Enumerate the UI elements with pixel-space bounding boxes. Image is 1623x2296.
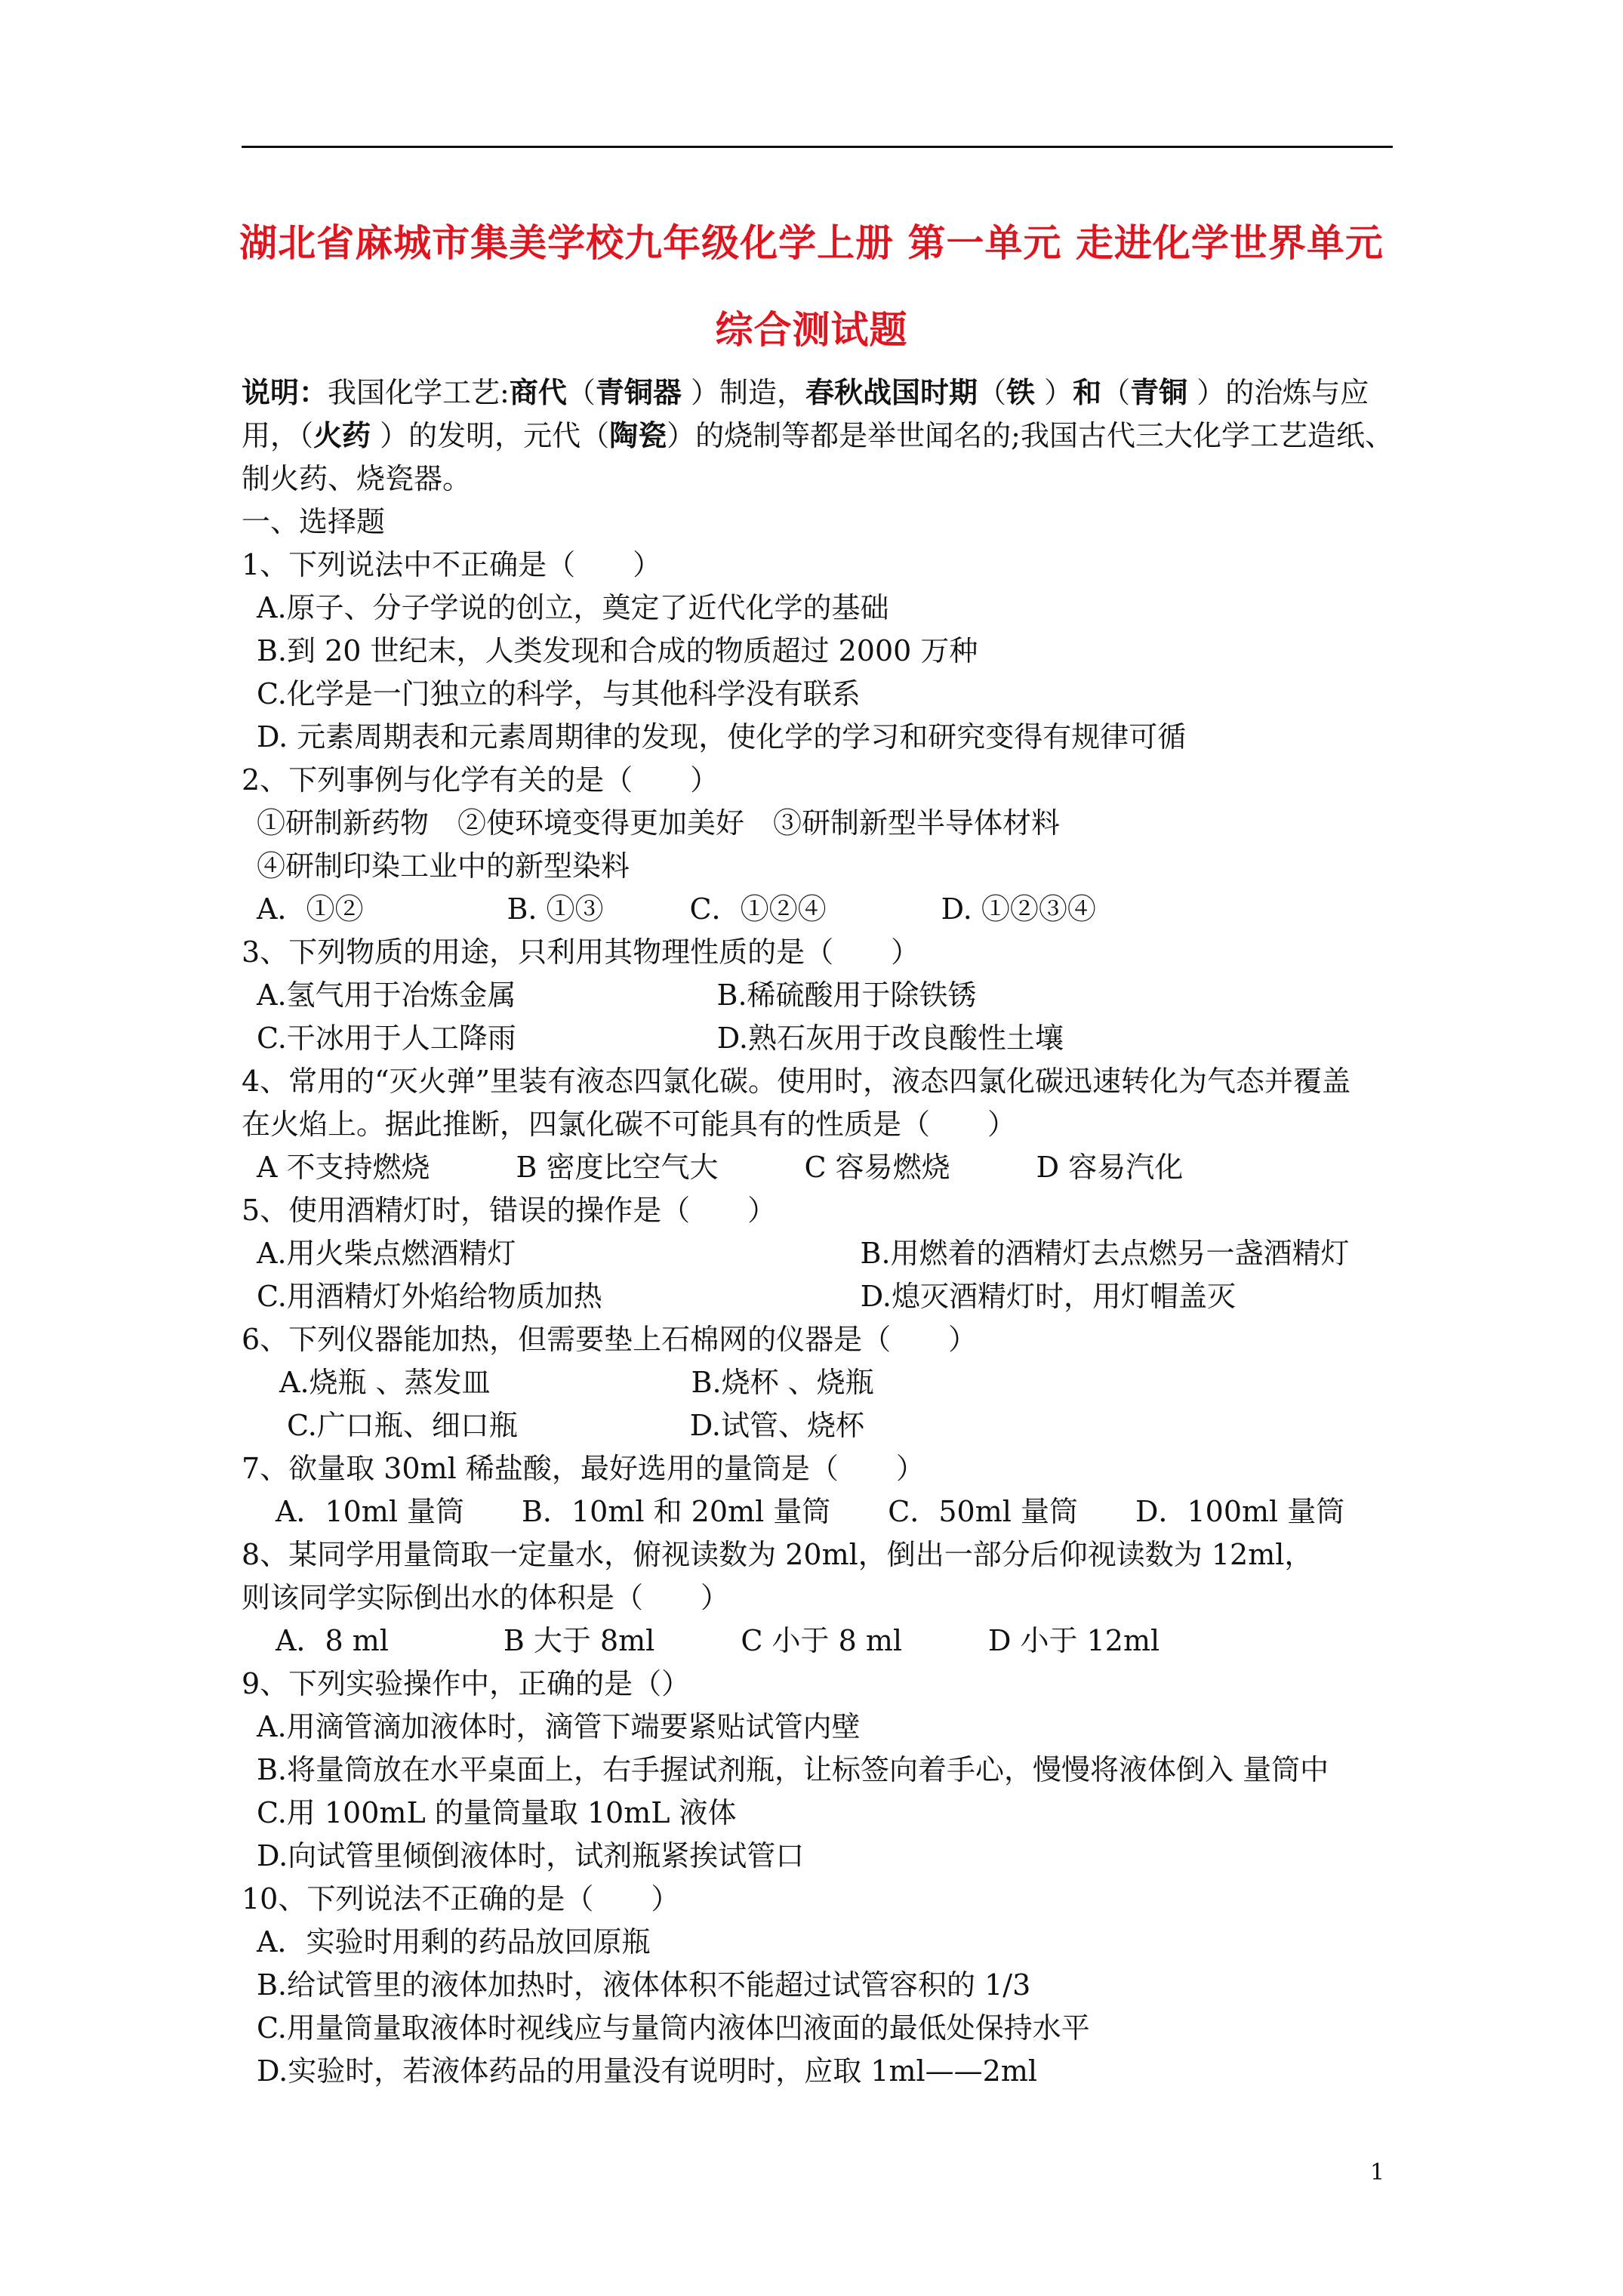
intro-line-1-segment: （ xyxy=(977,376,1006,409)
intro-line-1-segment: 商代 xyxy=(509,376,567,409)
question-line: 5、使用酒精灯时，错误的操作是（ ） xyxy=(242,1194,777,1227)
question-line: B.将量筒放在水平桌面上，右手握试剂瓶，让标签向着手心，慢慢将液体倒入 量筒中 xyxy=(257,1753,1329,1786)
intro-line-2 xyxy=(242,418,1394,454)
question-line: 4、常用的“灭火弹”里装有液态四氯化碳。使用时，液态四氯化碳迅速转化为气态并覆盖 xyxy=(242,1065,1351,1098)
intro-line-2-segment: ）的烧制等都是举世闻名的;我国古代三大化学工艺造纸、 xyxy=(667,419,1394,452)
question-line: A.氢气用于冶炼金属 B.稀硫酸用于除铁锈 xyxy=(257,978,977,1012)
intro-line-1-segment: ）制造， xyxy=(681,376,805,409)
question-line: A.烧瓶 、蒸发皿 B.烧杯 、烧瓶 xyxy=(279,1366,874,1399)
section-heading: 一、选择题 xyxy=(242,505,386,538)
intro-line-1-segment: 青铜器 xyxy=(595,376,682,409)
question-line: B.给试管里的液体加热时，液体体积不能超过试管容积的 1/3 xyxy=(257,1968,1031,2002)
intro-line-2-segment: ）的发明，元代（ xyxy=(371,419,610,452)
question-line: D.向试管里倾倒液体时，试剂瓶紧挨试管口 xyxy=(257,1839,805,1872)
question-line: C.用 100mL 的量筒量取 10mL 液体 xyxy=(257,1796,737,1829)
question-line: B.到 20 世纪末，人类发现和合成的物质超过 2000 万种 xyxy=(257,634,978,667)
header-rule xyxy=(242,146,1393,148)
question-line: 2、下列事例与化学有关的是（ ） xyxy=(242,763,719,797)
question-line: A．8 ml B 大于 8ml C 小于 8 ml D 小于 12ml xyxy=(276,1624,1160,1657)
intro-line-1-segment: ） xyxy=(1035,376,1073,409)
question-line: 1、下列说法中不正确是（ ） xyxy=(242,548,662,581)
page-number: 1 xyxy=(1370,2159,1385,2186)
question-line: 10、下列说法不正确的是（ ） xyxy=(242,1882,680,1915)
question-line: ④研制印染工业中的新型染料 xyxy=(257,849,630,883)
document-title-line-1: 湖北省麻城市集美学校九年级化学上册 第一单元 走进化学世界单元 xyxy=(239,221,1384,265)
question-line: C.广口瓶、细口瓶 D.试管、烧杯 xyxy=(287,1409,864,1442)
question-line: ①研制新药物 ②使环境变得更加美好 ③研制新型半导体材料 xyxy=(257,806,1061,840)
question-line: 在火焰上。据此推断，四氯化碳不可能具有的性质是（ ） xyxy=(242,1108,1017,1141)
question-line: D.实验时，若液体药品的用量没有说明时，应取 1ml——2ml xyxy=(257,2054,1037,2088)
intro-line-1-segment: 铁 xyxy=(1006,376,1036,409)
question-line: C.用量筒量取液体时视线应与量筒内液体凹液面的最低处保持水平 xyxy=(257,2011,1090,2045)
question-line: 6、下列仪器能加热，但需要垫上石棉网的仪器是（ ） xyxy=(242,1323,978,1356)
question-line: 8、某同学用量筒取一定量水，俯视读数为 20ml，倒出一部分后仰视读数为 12ml， xyxy=(242,1538,1313,1571)
question-line: C.用酒精灯外焰给物质加热 D.熄灭酒精灯时，用灯帽盖灭 xyxy=(257,1280,1236,1313)
question-line: A.用火柴点燃酒精灯 B.用燃着的酒精灯去点燃另一盏酒精灯 xyxy=(257,1237,1350,1270)
question-line: A.用滴管滴加液体时，滴管下端要紧贴试管内壁 xyxy=(257,1710,861,1743)
question-line: 3、下列物质的用途，只利用其物理性质的是（ ） xyxy=(242,935,920,969)
question-line: A 不支持燃烧 B 密度比空气大 C 容易燃烧 D 容易汽化 xyxy=(257,1151,1184,1184)
question-line: 则该同学实际倒出水的体积是（ ） xyxy=(242,1581,730,1614)
question-line: 9、下列实验操作中，正确的是（） xyxy=(242,1667,691,1700)
question-line: A.原子、分子学说的创立，奠定了近代化学的基础 xyxy=(257,591,889,624)
intro-line-2-segment: 火药 xyxy=(313,419,371,452)
intro-line-1-segment: 和 xyxy=(1073,376,1102,409)
document-title-line-2: 综合测试题 xyxy=(715,308,908,352)
intro-line-1-segment: （ xyxy=(1101,376,1131,409)
intro-line-3: 制火药、烧瓷器。 xyxy=(242,462,472,495)
question-line: C.干冰用于人工降雨 D.熟石灰用于改良酸性土壤 xyxy=(257,1022,1064,1055)
question-line: A．实验时用剩的药品放回原瓶 xyxy=(257,1925,651,1959)
intro-line-1 xyxy=(242,374,1369,411)
question-line: D. 元素周期表和元素周期律的发现，使化学的学习和研究变得有规律可循 xyxy=(257,720,1187,754)
intro-line-1-segment: ）的治炼与应 xyxy=(1187,376,1369,409)
question-line: 7、欲量取 30ml 稀盐酸，最好选用的量筒是（ ） xyxy=(242,1452,925,1485)
question-line: A．①② B. ①③ C．①②④ D. ①②③④ xyxy=(257,892,1096,926)
intro-line-1-segment: 春秋战国时期 xyxy=(805,376,978,409)
intro-line-1-segment: 我国化学工艺: xyxy=(328,376,510,409)
question-line: A．10ml 量筒 B．10ml 和 20ml 量筒 C．50ml 量筒 D．100ml 量筒 xyxy=(276,1495,1345,1528)
intro-line-1-segment: 青铜 xyxy=(1130,376,1188,409)
intro-line-1-segment: （ xyxy=(566,376,596,409)
question-line: C.化学是一门独立的科学，与其他科学没有联系 xyxy=(257,677,861,710)
intro-line-2-segment: 用，（ xyxy=(242,419,314,452)
intro-line-1-segment: 说明： xyxy=(242,376,328,409)
intro-line-2-segment: 陶瓷 xyxy=(609,419,667,452)
